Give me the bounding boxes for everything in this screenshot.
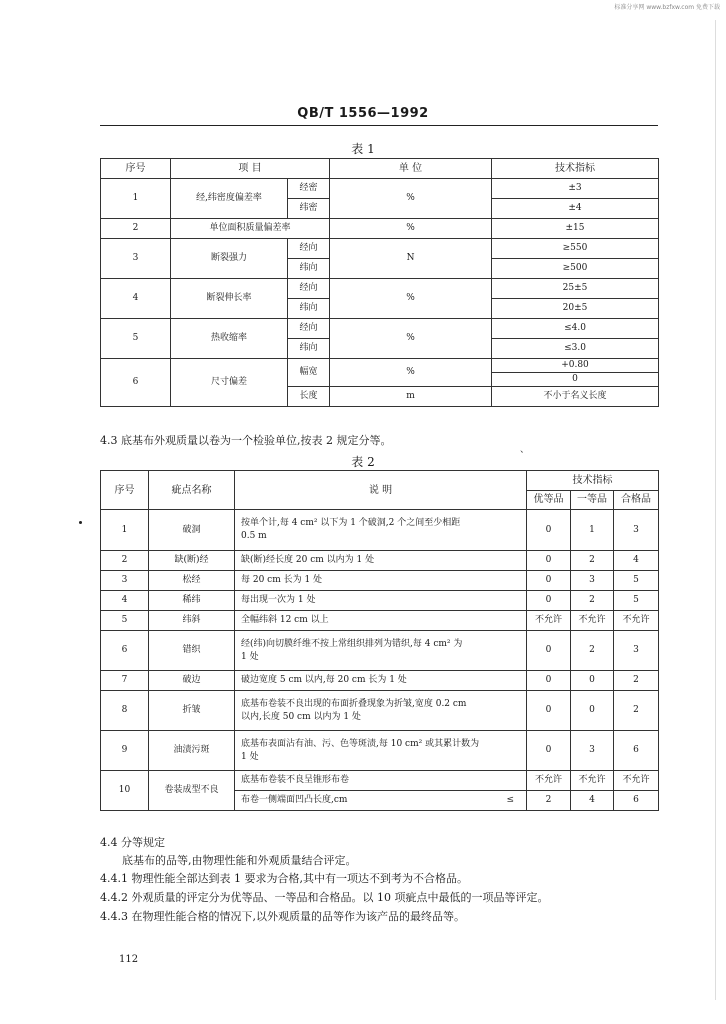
desc-line: 经(纬)向切膜纤维不按上常组织排列为错织,每 4 cm² 为: [241, 638, 463, 649]
cell-grade: 0: [527, 691, 571, 731]
header-item: 项 目: [171, 159, 330, 179]
cell-item: 断裂强力: [171, 239, 288, 279]
cell-desc: 缺(断)经长度 20 cm 以内为 1 处: [235, 551, 527, 571]
table-row: [101, 179, 659, 199]
table-row: [101, 279, 659, 299]
paragraph-4-4-1: 4.4.1 物理性能全部达到表 1 要求为合格,其中有一项达不到考为不合格品。: [100, 872, 468, 885]
cell-desc: 底基布卷装不良呈锥形布卷: [235, 771, 527, 791]
cell-name: 松经: [149, 571, 235, 591]
header-seq: 序号: [101, 471, 149, 510]
cell-spec: ±15: [492, 219, 659, 239]
cell-desc: [235, 510, 527, 551]
cell-sub: 经向: [288, 319, 330, 339]
desc-line: 1 处: [241, 651, 259, 662]
cell-name: 卷装成型不良: [149, 771, 235, 811]
cell-grade: 不允许: [614, 771, 659, 791]
cell-desc: [235, 691, 527, 731]
header-grade-premium: 优等品: [527, 490, 571, 510]
cell-name: 错织: [149, 631, 235, 671]
desc-line: 底基布卷装不良出现的布面折叠现象为折皱,宽度 0.2 cm: [241, 698, 467, 709]
cell-seq: 4: [101, 279, 171, 319]
table-1: [100, 158, 659, 407]
paragraph-4-3: 4.3 底基布外观质量以卷为一个检验单位,按表 2 规定分等。: [100, 434, 392, 447]
table-row: [101, 319, 659, 339]
cell-sub: 经密: [288, 179, 330, 199]
cell-seq: 2: [101, 551, 149, 571]
table2-caption: 表 2: [351, 455, 375, 469]
cell-grade: 不允许: [571, 771, 614, 791]
cell-seq: 3: [101, 239, 171, 279]
cell-grade: 3: [571, 731, 614, 771]
table-row: [101, 571, 659, 591]
header-grade-qualified: 合格品: [614, 490, 659, 510]
cell-grade: 0: [527, 551, 571, 571]
stray-mark: 、: [520, 445, 530, 455]
table-row: [101, 591, 659, 611]
cell-item: 尺寸偏差: [171, 359, 288, 407]
cell-grade: 2: [614, 691, 659, 731]
desc-line: 布卷一侧端面凹凸长度,cm: [241, 795, 348, 805]
cell-spec: 不小于名义长度: [492, 387, 659, 407]
cell-unit: %: [330, 179, 492, 219]
cell-name: 缺(断)经: [149, 551, 235, 571]
desc-line: 1 处: [241, 751, 259, 762]
document-header: QB/T 1556—1992: [297, 106, 429, 121]
table-row: [101, 239, 659, 259]
cell-unit: N: [330, 239, 492, 279]
header-desc: 说 明: [235, 471, 527, 510]
table-row: [101, 731, 659, 771]
cell-seq: 6: [101, 631, 149, 671]
cell-grade: 6: [614, 731, 659, 771]
cell-grade: 4: [571, 791, 614, 811]
cell-name: 油渍污斑: [149, 731, 235, 771]
table-row: [101, 671, 659, 691]
section-4-4-title: 4.4 分等规定: [100, 836, 165, 849]
cell-sub: 长度: [288, 387, 330, 407]
table-2: [100, 470, 659, 811]
header-rule: [100, 125, 658, 126]
cell-seq: 1: [101, 179, 171, 219]
cell-grade: 2: [614, 671, 659, 691]
table-row: [101, 219, 659, 239]
cell-seq: 5: [101, 611, 149, 631]
cell-seq: 2: [101, 219, 171, 239]
cell-grade: 5: [614, 571, 659, 591]
cell-unit: m: [330, 387, 492, 407]
cell-grade: 0: [571, 691, 614, 731]
header-seq: 序号: [101, 159, 171, 179]
cell-spec: +0.80: [492, 359, 659, 373]
header-spec: 技术指标: [492, 159, 659, 179]
cell-sub: 幅宽: [288, 359, 330, 387]
cell-spec: 0: [492, 373, 659, 387]
table-row: [101, 771, 659, 791]
cell-spec: ≤4.0: [492, 319, 659, 339]
cell-seq: 1: [101, 510, 149, 551]
cell-spec: 20±5: [492, 299, 659, 319]
cell-sub: 经向: [288, 279, 330, 299]
cell-grade: 4: [614, 551, 659, 571]
cell-grade: 5: [614, 591, 659, 611]
cell-unit: %: [330, 359, 492, 387]
header-unit: 单 位: [330, 159, 492, 179]
desc-line: 按单个计,每 4 cm² 以下为 1 个破洞,2 个之间至少相距: [241, 518, 461, 528]
cell-item: 热收缩率: [171, 319, 288, 359]
cell-name: 纬斜: [149, 611, 235, 631]
cell-spec: 25±5: [492, 279, 659, 299]
cell-grade: 2: [571, 591, 614, 611]
cell-grade: 不允许: [527, 771, 571, 791]
header-name: 疵点名称: [149, 471, 235, 510]
desc-line: 底基布表面沾有油、污、色等斑渍,每 10 cm² 或其累计数为: [241, 738, 480, 749]
cell-grade: 0: [571, 671, 614, 691]
cell-seq: 7: [101, 671, 149, 691]
cell-grade: 0: [527, 510, 571, 551]
desc-line: 0.5 m: [241, 531, 267, 541]
cell-name: 折皱: [149, 691, 235, 731]
table-row: [101, 631, 659, 671]
page-number: 112: [119, 954, 139, 965]
table-row: [101, 551, 659, 571]
cell-seq: 4: [101, 591, 149, 611]
cell-spec: ≤3.0: [492, 339, 659, 359]
cell-spec: ≥500: [492, 259, 659, 279]
cell-grade: 不允许: [571, 611, 614, 631]
cell-grade: 3: [571, 571, 614, 591]
header-grade-first: 一等品: [571, 490, 614, 510]
cell-desc: [235, 791, 527, 811]
scan-edge: [715, 20, 716, 1000]
cell-desc: [235, 731, 527, 771]
cell-grade: 6: [614, 791, 659, 811]
table1-caption: 表 1: [351, 142, 375, 156]
cell-sub: 纬向: [288, 339, 330, 359]
section-4-4-intro: 底基布的品等,由物理性能和外观质量结合评定。: [122, 854, 357, 867]
cell-sub: 纬向: [288, 299, 330, 319]
cell-name: 破边: [149, 671, 235, 691]
cell-spec: ±3: [492, 179, 659, 199]
cell-desc: 破边宽度 5 cm 以内,每 20 cm 长为 1 处: [235, 671, 527, 691]
cell-unit: %: [330, 279, 492, 319]
cell-spec: ≥550: [492, 239, 659, 259]
cell-desc: 每 20 cm 长为 1 处: [235, 571, 527, 591]
desc-line: 以内,长度 50 cm 以内为 1 处: [241, 711, 361, 722]
table-row: [101, 359, 659, 373]
cell-seq: 3: [101, 571, 149, 591]
paragraph-4-4-3: 4.4.3 在物理性能合格的情况下,以外观质量的品等作为该产品的最终品等。: [100, 910, 465, 923]
cell-grade: 3: [614, 510, 659, 551]
cell-seq: 5: [101, 319, 171, 359]
cell-grade: 0: [527, 571, 571, 591]
cell-grade: 2: [571, 631, 614, 671]
cell-grade: 0: [527, 631, 571, 671]
cell-seq: 6: [101, 359, 171, 407]
table-row: [101, 611, 659, 631]
table-row: [101, 691, 659, 731]
cell-sub: 纬向: [288, 259, 330, 279]
scan-dot: [79, 521, 82, 524]
cell-sub: 纬密: [288, 199, 330, 219]
cell-grade: 3: [614, 631, 659, 671]
paragraph-4-4-2: 4.4.2 外观质量的评定分为优等品、一等品和合格品。以 10 项疵点中最低的一项品等评定。: [100, 891, 549, 904]
cell-grade: 不允许: [527, 611, 571, 631]
cell-seq: 8: [101, 691, 149, 731]
cell-seq: 9: [101, 731, 149, 771]
watermark: 标准分享网 www.bzfxw.com 免费下载: [614, 4, 720, 11]
cell-seq: 10: [101, 771, 149, 811]
cell-sub: 经向: [288, 239, 330, 259]
cell-item: 单位面积质量偏差率: [171, 219, 330, 239]
cell-grade: 2: [527, 791, 571, 811]
cell-desc: 每出现一次为 1 处: [235, 591, 527, 611]
table-row: [101, 510, 659, 551]
cell-item: 断裂伸长率: [171, 279, 288, 319]
table2-header-row: [101, 471, 659, 491]
table1-header-row: [101, 159, 659, 179]
cell-unit: %: [330, 319, 492, 359]
cell-desc: 全幅纬斜 12 cm 以上: [235, 611, 527, 631]
cell-grade: 1: [571, 510, 614, 551]
cell-grade: 0: [527, 671, 571, 691]
cell-grade: 2: [571, 551, 614, 571]
cell-unit: %: [330, 219, 492, 239]
cell-grade: 0: [527, 731, 571, 771]
le-symbol: ≤: [506, 795, 514, 805]
cell-spec: ±4: [492, 199, 659, 219]
cell-name: 稀纬: [149, 591, 235, 611]
cell-desc: [235, 631, 527, 671]
cell-grade: 0: [527, 591, 571, 611]
cell-name: 破洞: [149, 510, 235, 551]
header-spec: 技术指标: [527, 471, 659, 491]
cell-item: 经,纬密度偏差率: [171, 179, 288, 219]
cell-grade: 不允许: [614, 611, 659, 631]
